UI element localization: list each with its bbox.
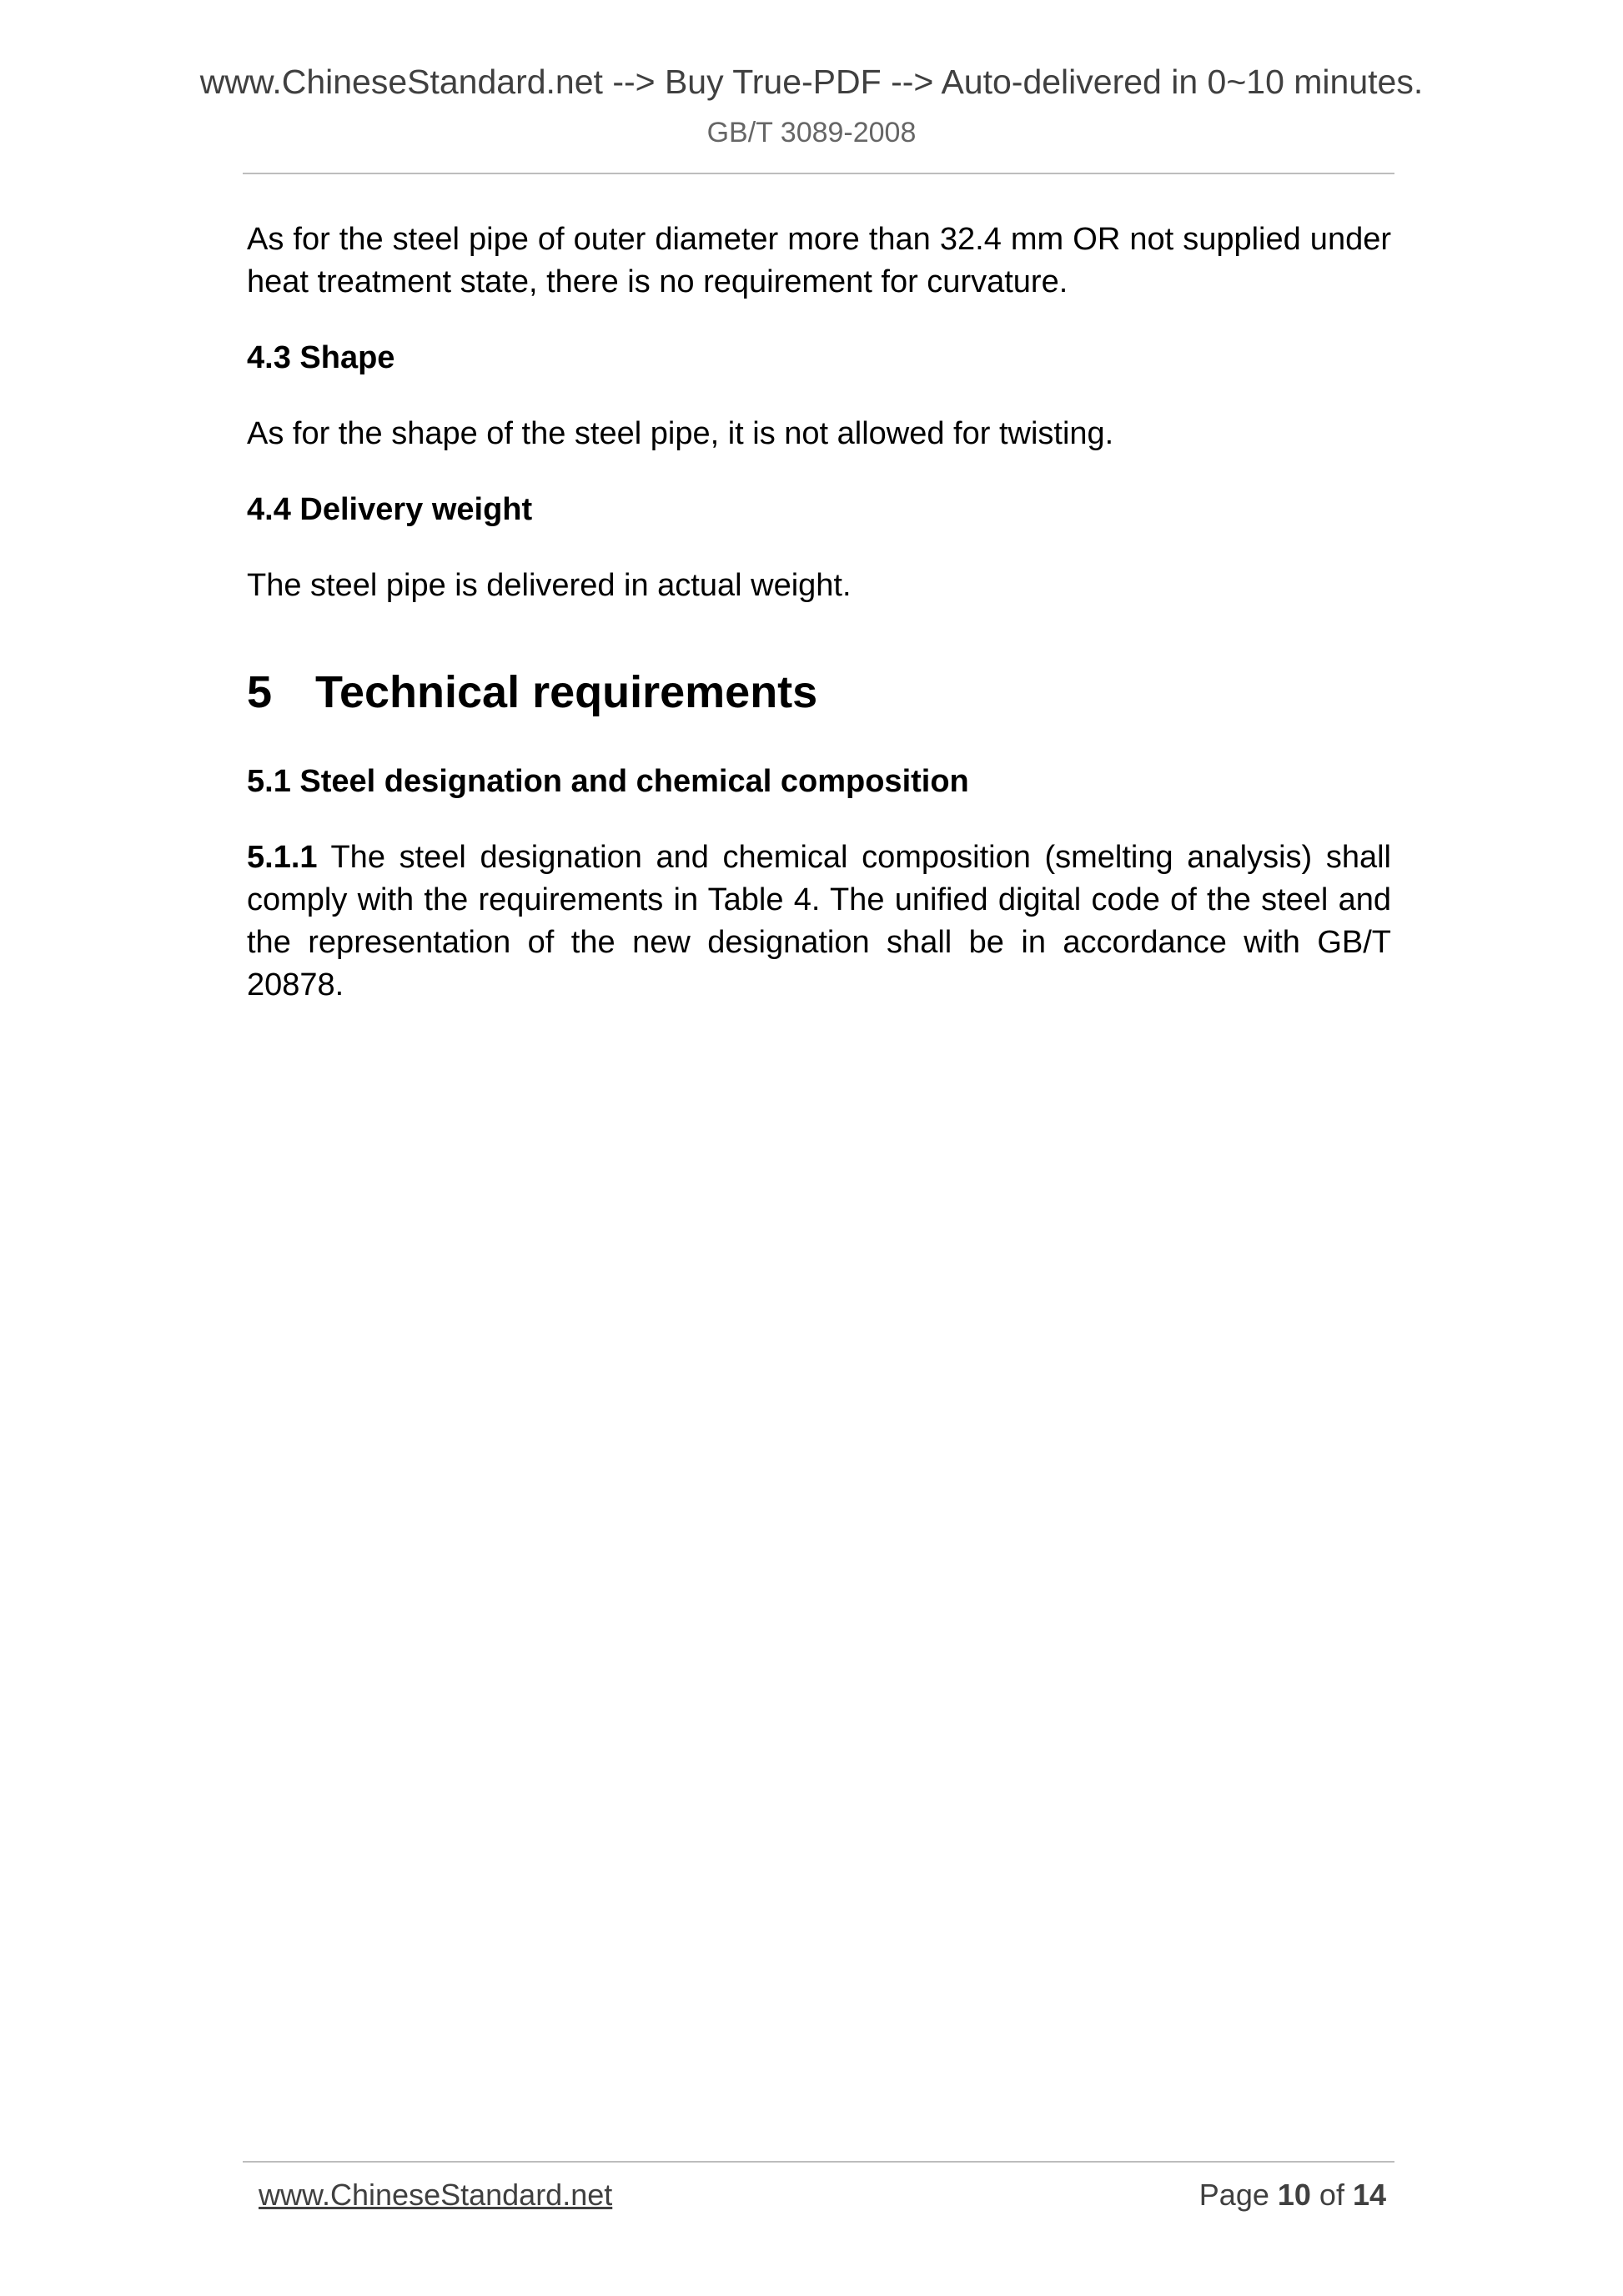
page-current: 10	[1277, 2178, 1311, 2212]
curvature-paragraph: As for the steel pipe of outer diameter more than 32.4 mm OR not supplied under heat treatment state, there is no requirement for curvature.	[247, 222, 1391, 299]
delivery-weight-paragraph: The steel pipe is delivered in actual weight.	[247, 568, 852, 603]
section-heading-text: Technical requirements	[315, 667, 818, 717]
shape-heading: 4.3 Shape	[247, 340, 395, 375]
clause-number: 5.1.1	[247, 840, 318, 875]
header-divider	[243, 173, 1394, 174]
page-total: 14	[1352, 2178, 1386, 2212]
page-prefix: Page	[1198, 2178, 1278, 2212]
page-of: of	[1310, 2178, 1353, 2212]
document-body	[247, 219, 1391, 1040]
subsection-heading: 5.1 Steel designation and chemical composition	[247, 764, 969, 799]
footer-site-link[interactable]: www.ChineseStandard.net	[259, 2178, 613, 2212]
delivery-weight-heading: 4.4 Delivery weight	[247, 492, 533, 527]
clause-paragraph	[247, 837, 1391, 1007]
section-number: 5	[247, 667, 273, 717]
standard-code: GB/T 3089-2008	[706, 117, 917, 148]
footer-divider	[243, 2161, 1394, 2163]
section-title	[247, 666, 1391, 719]
page-indicator	[1199, 2180, 1386, 2210]
header-banner: www.ChineseStandard.net --> Buy True-PDF --> Auto-delivered in 0~10 minutes.	[199, 63, 1424, 101]
clause-text: The steel designation and chemical composition (smelting analysis) shall comply with the requirements in Table 4. The unified digital code of the steel and the representation of the new designation shall be in accordance with GB/T 20878.	[247, 840, 1391, 1002]
shape-paragraph: As for the shape of the steel pipe, it is not allowed for twisting.	[247, 416, 1114, 451]
